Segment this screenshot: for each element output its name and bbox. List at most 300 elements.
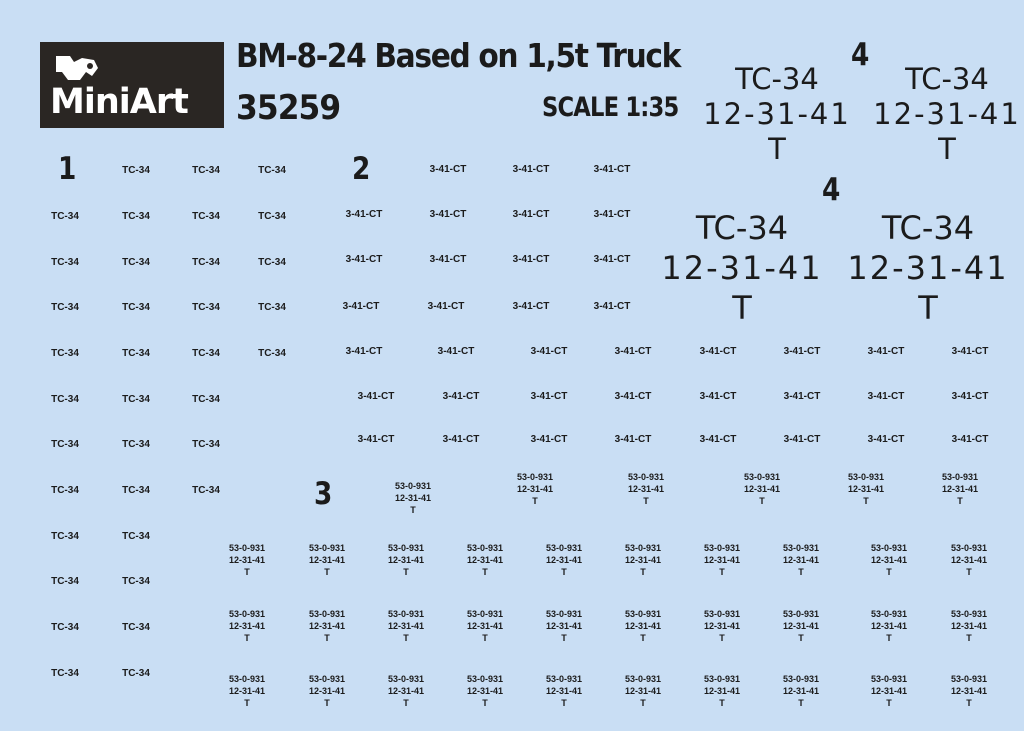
plate-decal-line: 53-0-931 [228, 609, 266, 619]
ct-decal [358, 434, 395, 445]
tc-34-decal [122, 439, 150, 450]
ct-decal [513, 301, 550, 312]
ct-decal [700, 391, 737, 402]
ct-decal [615, 434, 652, 445]
plate-decal-line: T [561, 633, 567, 643]
plate-decal-line: T [403, 633, 409, 643]
plate-decal [942, 471, 978, 507]
tc-34-decal [122, 257, 150, 268]
plate-decal [309, 608, 345, 644]
plate-decal-line: 12-31-41 [782, 621, 820, 631]
plate-decal-line: 12-31-41 [703, 621, 741, 631]
tc-34-decal-line: TC-34 [51, 531, 79, 542]
tc-34-decal [51, 211, 79, 222]
plate-decal-line: T [719, 567, 725, 577]
ct-decal-line: 3-41-CT [951, 391, 989, 402]
plate-decal-line: T [244, 633, 250, 643]
plate-decal-line: T [966, 633, 972, 643]
large-decal [703, 62, 851, 167]
plate-decal-line: T [640, 698, 646, 708]
ct-decal [784, 434, 821, 445]
plate-decal-line: 12-31-41 [743, 484, 781, 494]
plate-decal-line: 12-31-41 [847, 484, 885, 494]
plate-decal-line: 53-0-931 [387, 609, 425, 619]
plate-decal-line: T [798, 633, 804, 643]
tc-34-decal [122, 576, 150, 587]
tc-34-decal-line: TC-34 [51, 668, 79, 679]
tc-34-decal [122, 348, 150, 359]
ct-decal [868, 434, 905, 445]
plate-decal-line: 53-0-931 [870, 674, 908, 684]
plate-decal-line: T [324, 633, 330, 643]
plate-decal-line: T [482, 633, 488, 643]
large-decal-line: 12-31-41 [703, 97, 851, 131]
plate-decal-line: 12-31-41 [394, 493, 432, 503]
ct-decal-line: 3-41-CT [530, 391, 568, 402]
kit-number: 35259 [236, 88, 341, 128]
tc-34-decal-line: TC-34 [51, 302, 79, 313]
plate-decal-line: 12-31-41 [466, 621, 504, 631]
tc-34-decal-line: TC-34 [122, 257, 150, 268]
ct-decal-line: 3-41-CT [512, 254, 550, 265]
plate-decal-line: T [640, 567, 646, 577]
plate-decal-line: 53-0-931 [703, 609, 741, 619]
plate-decal-line: T [561, 567, 567, 577]
plate-decal [783, 673, 819, 709]
plate-decal [229, 542, 265, 578]
plate-decal-line: T [719, 698, 725, 708]
miniart-logo [40, 42, 224, 128]
tc-34-decal-line: TC-34 [258, 348, 286, 359]
tc-34-decal-line: TC-34 [122, 531, 150, 542]
tc-34-decal-line: TC-34 [192, 257, 220, 268]
tc-34-decal [122, 165, 150, 176]
ct-decal-line: 3-41-CT [593, 209, 631, 220]
ct-decal [358, 391, 395, 402]
ct-decal-line: 3-41-CT [867, 434, 905, 445]
plate-decal-line: T [719, 633, 725, 643]
tc-34-decal-line: TC-34 [122, 165, 150, 176]
ct-decal [615, 391, 652, 402]
plate-decal-line: 53-0-931 [308, 674, 346, 684]
ct-decal-line: 3-41-CT [345, 254, 383, 265]
plate-decal-line: T [798, 698, 804, 708]
plate-decal [871, 673, 907, 709]
tc-34-decal [192, 257, 220, 268]
tc-34-decal-line: TC-34 [192, 165, 220, 176]
plate-decal-line: T [561, 698, 567, 708]
ct-decal-line: 3-41-CT [442, 391, 480, 402]
ct-decal [531, 434, 568, 445]
ct-decal-line: 3-41-CT [429, 209, 467, 220]
tc-34-decal-line: TC-34 [258, 165, 286, 176]
plate-decal-line: 12-31-41 [950, 621, 988, 631]
plate-decal-line: 53-0-931 [743, 472, 781, 482]
plate-decal-line: 12-31-41 [870, 686, 908, 696]
ct-decal-line: 3-41-CT [699, 434, 737, 445]
plate-decal-line: 53-0-931 [228, 543, 266, 553]
ct-decal-line: 3-41-CT [342, 301, 380, 312]
plate-decal-line: T [886, 633, 892, 643]
tc-34-decal [258, 211, 286, 222]
ct-decal-line: 3-41-CT [593, 254, 631, 265]
ct-decal-line: 3-41-CT [429, 254, 467, 265]
tc-34-decal [122, 394, 150, 405]
ct-decal-line: 3-41-CT [530, 346, 568, 357]
ct-decal-line: 3-41-CT [357, 391, 395, 402]
tc-34-decal-line: TC-34 [122, 485, 150, 496]
plate-decal-line: T [886, 698, 892, 708]
plate-decal [704, 673, 740, 709]
ct-decal-line: 3-41-CT [530, 434, 568, 445]
tc-34-decal [258, 257, 286, 268]
tc-34-decal [122, 531, 150, 542]
large-decal-line: 12-31-41 [661, 249, 823, 287]
large-decal [661, 208, 822, 328]
ct-decal-line: 3-41-CT [429, 164, 467, 175]
tc-34-decal [51, 302, 79, 313]
plate-decal-line: 12-31-41 [516, 484, 554, 494]
ct-decal [513, 164, 550, 175]
tc-34-decal [192, 348, 220, 359]
plate-decal-line: 53-0-931 [228, 674, 266, 684]
ct-decal [784, 346, 821, 357]
plate-decal-line: 12-31-41 [308, 686, 346, 696]
plate-decal-line: 53-0-931 [545, 543, 583, 553]
tc-34-decal [51, 394, 79, 405]
ct-decal [700, 434, 737, 445]
ct-decal-line: 3-41-CT [512, 209, 550, 220]
section-number-1: 1 [58, 151, 77, 187]
plate-decal [546, 673, 582, 709]
ct-decal-line: 3-41-CT [442, 434, 480, 445]
ct-decal-line: 3-41-CT [593, 164, 631, 175]
tc-34-decal-line: TC-34 [122, 348, 150, 359]
ct-decal [952, 391, 989, 402]
large-decal [873, 62, 1021, 167]
plate-decal [783, 608, 819, 644]
plate-decal-line: 53-0-931 [870, 609, 908, 619]
ct-decal-line: 3-41-CT [512, 301, 550, 312]
tc-34-decal [192, 485, 220, 496]
plate-decal-line: T [966, 567, 972, 577]
tc-34-decal [192, 165, 220, 176]
ct-decal-line: 3-41-CT [951, 434, 989, 445]
plate-decal-line: 12-31-41 [545, 555, 583, 565]
ct-decal [428, 301, 465, 312]
plate-decal [704, 542, 740, 578]
ct-decal-line: 3-41-CT [783, 434, 821, 445]
ct-decal-line: 3-41-CT [512, 164, 550, 175]
plate-decal [871, 542, 907, 578]
ct-decal [952, 346, 989, 357]
ct-decal-line: 3-41-CT [614, 391, 652, 402]
tc-34-decal [192, 302, 220, 313]
large-decal-line: T [732, 289, 752, 327]
plate-decal-line: 12-31-41 [228, 621, 266, 631]
plate-decal-line: 53-0-931 [394, 481, 432, 491]
plate-decal-line: T [244, 698, 250, 708]
tc-34-decal [122, 211, 150, 222]
plate-decal-line: 12-31-41 [387, 555, 425, 565]
ct-decal [346, 209, 383, 220]
ct-decal [615, 346, 652, 357]
tc-34-decal [51, 485, 79, 496]
plate-decal [625, 673, 661, 709]
tc-34-decal [51, 348, 79, 359]
plate-decal-line: 12-31-41 [941, 484, 979, 494]
plate-decal-line: 53-0-931 [782, 674, 820, 684]
tc-34-decal-line: TC-34 [51, 394, 79, 405]
tc-34-decal [51, 439, 79, 450]
tc-34-decal [258, 348, 286, 359]
plate-decal-line: 53-0-931 [516, 472, 554, 482]
ct-decal [346, 254, 383, 265]
large-decal-line: T [938, 132, 956, 166]
plate-decal-line: 53-0-931 [624, 609, 662, 619]
section-number-4: 4 [822, 172, 841, 208]
kit-title: BM-8-24 Based on 1,5t Truck [236, 36, 681, 75]
ct-decal [594, 164, 631, 175]
plate-decal [309, 542, 345, 578]
ct-decal-line: 3-41-CT [345, 346, 383, 357]
plate-decal-line: 53-0-931 [545, 674, 583, 684]
plate-decal-line: 53-0-931 [624, 674, 662, 684]
plate-decal-line: 53-0-931 [545, 609, 583, 619]
plate-decal-line: 12-31-41 [387, 621, 425, 631]
section-number-4: 4 [851, 37, 870, 73]
tc-34-decal-line: TC-34 [192, 348, 220, 359]
ct-decal [868, 346, 905, 357]
large-decal-line: 12-31-41 [873, 97, 1021, 131]
plate-decal-line: T [403, 698, 409, 708]
plate-decal-line: T [324, 567, 330, 577]
ct-decal [513, 254, 550, 265]
plate-decal-line: T [410, 505, 416, 515]
tc-34-decal-line: TC-34 [122, 394, 150, 405]
plate-decal-line: T [532, 496, 538, 506]
large-decal-line: TC-34 [881, 209, 975, 247]
plate-decal [783, 542, 819, 578]
ct-decal [952, 434, 989, 445]
ct-decal [443, 434, 480, 445]
ct-decal-line: 3-41-CT [427, 301, 465, 312]
ct-decal-line: 3-41-CT [437, 346, 475, 357]
ct-decal-line: 3-41-CT [614, 346, 652, 357]
tc-34-decal-line: TC-34 [192, 211, 220, 222]
plate-decal [517, 471, 553, 507]
plate-decal-line: 53-0-931 [624, 543, 662, 553]
plate-decal-line: T [403, 567, 409, 577]
plate-decal-line: 53-0-931 [703, 543, 741, 553]
tc-34-decal-line: TC-34 [51, 257, 79, 268]
plate-decal [848, 471, 884, 507]
tc-34-decal [122, 622, 150, 633]
plate-decal-line: 53-0-931 [847, 472, 885, 482]
tc-34-decal-line: TC-34 [51, 211, 79, 222]
tc-34-decal-line: TC-34 [122, 211, 150, 222]
tc-34-decal [192, 211, 220, 222]
plate-decal-line: 53-0-931 [782, 609, 820, 619]
plate-decal-line: 12-31-41 [624, 686, 662, 696]
plate-decal-line: 53-0-931 [782, 543, 820, 553]
tc-34-decal [122, 668, 150, 679]
tc-34-decal-line: TC-34 [122, 439, 150, 450]
ct-decal-line: 3-41-CT [345, 209, 383, 220]
ct-decal-line: 3-41-CT [867, 391, 905, 402]
plate-decal-line: 53-0-931 [308, 609, 346, 619]
plate-decal-line: 12-31-41 [466, 686, 504, 696]
tc-34-decal [51, 576, 79, 587]
plate-decal-line: T [324, 698, 330, 708]
tc-34-decal-line: TC-34 [258, 302, 286, 313]
plate-decal-line: 12-31-41 [228, 555, 266, 565]
tc-34-decal-line: TC-34 [51, 622, 79, 633]
plate-decal-line: 12-31-41 [466, 555, 504, 565]
tc-34-decal-line: TC-34 [192, 394, 220, 405]
plate-decal-line: T [643, 496, 649, 506]
plate-decal-line: 12-31-41 [228, 686, 266, 696]
section-number-3: 3 [314, 476, 333, 512]
plate-decal-line: T [482, 698, 488, 708]
tc-34-decal [192, 394, 220, 405]
tc-34-decal-line: TC-34 [122, 302, 150, 313]
tc-34-decal-line: TC-34 [258, 257, 286, 268]
ct-decal [531, 346, 568, 357]
ct-decal-line: 3-41-CT [783, 346, 821, 357]
tc-34-decal [192, 439, 220, 450]
section-number-2: 2 [352, 151, 371, 187]
plate-decal-line: 12-31-41 [703, 555, 741, 565]
plate-decal-line: 12-31-41 [870, 621, 908, 631]
plate-decal [388, 673, 424, 709]
plate-decal-line: 53-0-931 [466, 674, 504, 684]
tc-34-decal-line: TC-34 [192, 485, 220, 496]
plate-decal-line: 53-0-931 [387, 543, 425, 553]
ct-decal [343, 301, 380, 312]
large-decal-line: TC-34 [695, 209, 789, 247]
plate-decal-line: T [886, 567, 892, 577]
plate-decal-line: 12-31-41 [387, 686, 425, 696]
plate-decal-line: T [482, 567, 488, 577]
ct-decal [594, 209, 631, 220]
plate-decal-line: T [966, 698, 972, 708]
plate-decal-line: 53-0-931 [466, 543, 504, 553]
plate-decal-line: 53-0-931 [941, 472, 979, 482]
plate-decal [388, 608, 424, 644]
tc-34-decal [122, 485, 150, 496]
ct-decal [430, 209, 467, 220]
large-decal-line: TC-34 [905, 62, 989, 96]
plate-decal-line: 12-31-41 [950, 555, 988, 565]
plate-decal-line: T [863, 496, 869, 506]
tc-34-decal-line: TC-34 [258, 211, 286, 222]
tc-34-decal [51, 531, 79, 542]
plate-decal-line: 53-0-931 [950, 609, 988, 619]
plate-decal-line: 53-0-931 [950, 674, 988, 684]
plate-decal [704, 608, 740, 644]
ct-decal [868, 391, 905, 402]
plate-decal-line: 12-31-41 [870, 555, 908, 565]
ct-decal-line: 3-41-CT [614, 434, 652, 445]
tc-34-decal [258, 302, 286, 313]
ct-decal-line: 3-41-CT [783, 391, 821, 402]
plate-decal [467, 542, 503, 578]
tc-34-decal [51, 668, 79, 679]
plate-decal-line: 12-31-41 [703, 686, 741, 696]
plate-decal-line: 53-0-931 [703, 674, 741, 684]
tc-34-decal [258, 165, 286, 176]
plate-decal-line: 53-0-931 [950, 543, 988, 553]
plate-decal [395, 480, 431, 516]
ct-decal [594, 254, 631, 265]
ct-decal [346, 346, 383, 357]
scale-label: SCALE 1:35 [542, 92, 679, 123]
large-decal [847, 208, 1008, 328]
tc-34-decal-line: TC-34 [51, 576, 79, 587]
ct-decal [594, 301, 631, 312]
plate-decal-line: 12-31-41 [308, 555, 346, 565]
ct-decal [430, 254, 467, 265]
ct-decal-line: 3-41-CT [867, 346, 905, 357]
plate-decal-line: 12-31-41 [624, 555, 662, 565]
tc-34-decal-line: TC-34 [51, 485, 79, 496]
plate-decal [467, 608, 503, 644]
plate-decal-line: 53-0-931 [627, 472, 665, 482]
plate-decal-line: 53-0-931 [387, 674, 425, 684]
plate-decal-line: 53-0-931 [870, 543, 908, 553]
plate-decal [871, 608, 907, 644]
large-decal-line: T [768, 132, 786, 166]
plate-decal [309, 673, 345, 709]
plate-decal [951, 673, 987, 709]
plate-decal [625, 542, 661, 578]
large-decal-line: T [918, 289, 938, 327]
plate-decal [625, 608, 661, 644]
ct-decal [438, 346, 475, 357]
plate-decal-line: 12-31-41 [627, 484, 665, 494]
plate-decal-line: T [759, 496, 765, 506]
plate-decal [229, 673, 265, 709]
tc-34-decal-line: TC-34 [122, 668, 150, 679]
tc-34-decal-line: TC-34 [122, 576, 150, 587]
plate-decal-line: T [798, 567, 804, 577]
plate-decal-line: 12-31-41 [782, 555, 820, 565]
plate-decal [951, 542, 987, 578]
plate-decal [744, 471, 780, 507]
tc-34-decal-line: TC-34 [192, 302, 220, 313]
plate-decal [546, 608, 582, 644]
tc-34-decal-line: TC-34 [122, 622, 150, 633]
plate-decal-line: T [957, 496, 963, 506]
ct-decal-line: 3-41-CT [699, 346, 737, 357]
ct-decal [513, 209, 550, 220]
plate-decal-line: 53-0-931 [308, 543, 346, 553]
ct-decal [531, 391, 568, 402]
tc-34-decal [51, 622, 79, 633]
tc-34-decal-line: TC-34 [51, 439, 79, 450]
ct-decal [443, 391, 480, 402]
plate-decal-line: 12-31-41 [950, 686, 988, 696]
plate-decal-line: 53-0-931 [466, 609, 504, 619]
logo-text: MiniArt [50, 82, 188, 122]
plate-decal [229, 608, 265, 644]
ct-decal [430, 164, 467, 175]
ct-decal-line: 3-41-CT [699, 391, 737, 402]
large-decal-line: TC-34 [735, 62, 819, 96]
tc-34-decal [122, 302, 150, 313]
large-decal-line: 12-31-41 [847, 249, 1009, 287]
